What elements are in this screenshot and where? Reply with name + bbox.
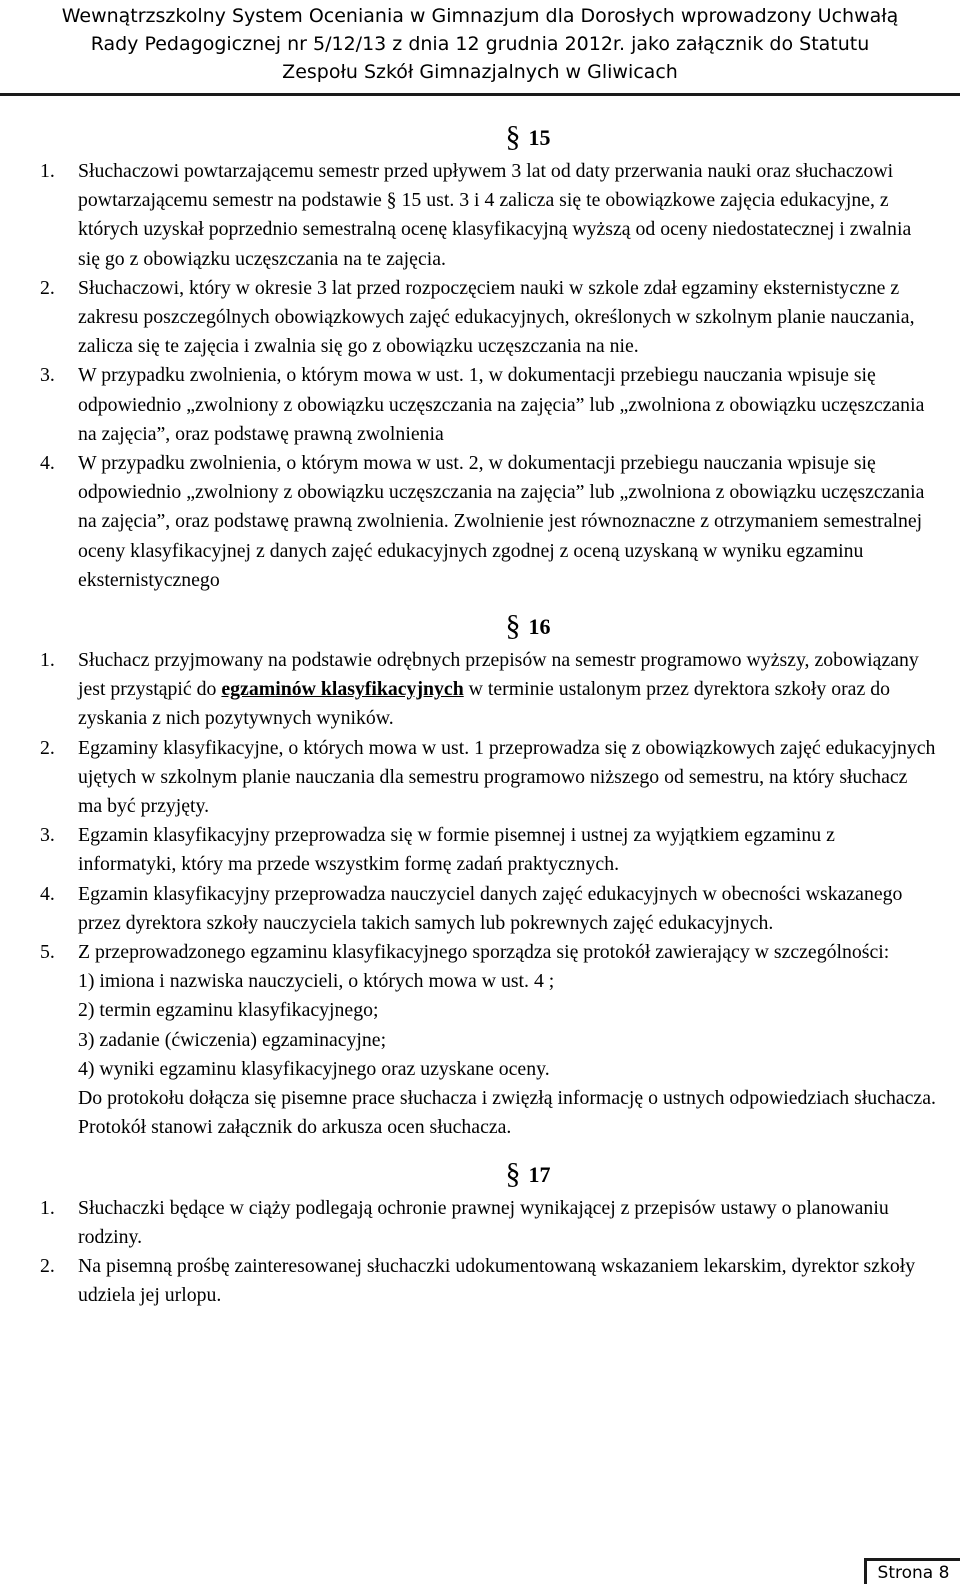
list-item — [40, 157, 936, 274]
section-symbol: § — [505, 609, 521, 643]
list-item — [40, 938, 936, 1142]
sub-item: 4) wyniki egzaminu klasyfikacyjnego oraz uzyskane oceny. — [78, 1057, 550, 1080]
header-line-2: Rady Pedagogicznej nr 5/12/13 z dnia 12 grudnia 2012r. jako załącznik do Statutu — [90, 33, 870, 55]
item-text: Słuchaczki będące w ciąży podlegają ochronie prawnej wynikającej z przepisów ustawy o planowaniu rodziny. — [78, 1196, 889, 1248]
list-item — [40, 1194, 936, 1252]
header-line-1: Wewnątrzszkolny System Oceniania w Gimnazjum dla Dorosłych wprowadzony Uchwałą — [61, 5, 899, 27]
item-text: Z przeprowadzonego egzaminu klasyfikacyjnego sporządza się protokół zawierający w szczególności: — [78, 941, 890, 964]
item-text: Egzamin klasyfikacyjny przeprowadza się w formie pisemnej i ustnej za wyjątkiem egzaminu z informatyki, który ma przede wszystkim formę zadań praktycznych. — [78, 824, 835, 876]
item-text-after: w terminie ustalonym przez dyrektora szkoły oraz do zyskania z nich pozytywnych wyników. — [78, 678, 890, 730]
item-text — [78, 646, 936, 734]
page-number-footer — [864, 1558, 960, 1584]
item-text: Egzaminy klasyfikacyjne, o których mowa w ust. 1 przeprowadza się z obowiązkowych zajęć edukacyjnych ujętych w szkolnym planie nauczania dla semestru programowo niższego od semestru, na który słuchacz ma być przyjęty. — [78, 736, 936, 818]
item-text-before: Słuchacz przyjmowany na podstawie odrębnych przepisów na semestr programowo wyższy, zobowiązany jest przystąpić do — [78, 649, 919, 701]
item-number: 5. — [40, 941, 55, 964]
section-number: 16 — [528, 614, 551, 640]
sub-item: 1) imiona i nazwiska nauczycieli, o których mowa w ust. 4 ; — [78, 970, 555, 993]
list-item — [40, 734, 936, 822]
exam-link[interactable]: egzaminów klasyfikacyjnych — [221, 678, 464, 701]
list-item — [40, 821, 936, 879]
item-number: 2. — [40, 736, 55, 759]
item-text: W przypadku zwolnienia, o którym mowa w ust. 2, w dokumentacji przebiegu nauczania wpisuje się odpowiednio „zwolniony z obowiązku uczęszczania na zajęcia” lub „zwolniona z obowiązku uczęszczania na zajęcia”, oraz podstawę prawną zwolnienia. Zwolnienie jest równoznaczne z otrzymaniem semestralnej oceny klasyfikacyjnej z danych zajęć edukacyjnych zgodnej z oceną uzyskaną w wyniku egzaminu eksternistycznego — [78, 452, 925, 591]
item-number: 1. — [40, 649, 55, 672]
section-heading-17 — [40, 1156, 936, 1190]
item-text: Słuchaczowi powtarzającemu semestr przed upływem 3 lat od daty przerwania nauki oraz słuchaczowi powtarzającemu semestr na podstawie § 15 ust. 3 i 4 zalicza się te obowiązkowe zajęcia edukacyjne, z których uzyskał poprzednio semestralną ocenę klasyfikacyjną wyższą od oceny niedostatecznej i zwalnia się go z obowiązku uczęszczania na te zajęcia. — [78, 160, 912, 270]
section-number: 15 — [528, 125, 551, 150]
section-heading-15 — [40, 122, 936, 153]
list-item — [40, 274, 936, 362]
sub-item: 3) zadanie (ćwiczenia) egzaminacyjne; — [78, 1028, 387, 1051]
list-item — [40, 880, 936, 938]
list-item — [40, 449, 936, 595]
section-symbol: § — [505, 1156, 521, 1190]
page-header — [0, 0, 960, 96]
item-number: 3. — [40, 364, 55, 387]
section-symbol: § — [505, 120, 521, 153]
item-text: W przypadku zwolnienia, o którym mowa w ust. 1, w dokumentacji przebiegu nauczania wpisuje się odpowiednio „zwolniony z obowiązku uczęszczania na zajęcia” lub „zwolniona z obowiązku uczęszczania na zajęcia”, oraz podstawę prawną zwolnienia — [78, 364, 925, 445]
item-number: 2. — [40, 1254, 55, 1277]
item-number: 4. — [40, 882, 55, 905]
list-item — [40, 1252, 936, 1310]
item-number: 2. — [40, 276, 55, 299]
document-body — [40, 96, 936, 1310]
list-item — [40, 361, 936, 449]
item-number: 1. — [40, 160, 55, 182]
sub-item: 2) termin egzaminu klasyfikacyjnego; — [78, 999, 379, 1022]
item-number: 1. — [40, 1196, 55, 1219]
item-number: 4. — [40, 452, 55, 475]
page-label: Strona 8 — [877, 1563, 950, 1583]
item-text: Na pisemną prośbę zainteresowanej słuchaczki udokumentowaną wskazaniem lekarskim, dyrektor szkoły udziela jej urlopu. — [78, 1254, 916, 1307]
section-number: 17 — [528, 1161, 551, 1187]
header-line-3: Zespołu Szkół Gimnazjalnych w Gliwicach — [282, 61, 678, 83]
item-closing-text: Do protokołu dołącza się pisemne prace słuchacza i zwięzłą informację o ustnych odpowiedziach słuchacza. Protokół stanowi załącznik do arkusza ocen słuchacza. — [78, 1087, 936, 1139]
item-number: 3. — [40, 824, 55, 847]
section-heading-16 — [40, 611, 936, 642]
list-item — [40, 646, 936, 734]
item-text: Egzamin klasyfikacyjny przeprowadza nauczyciel danych zajęć edukacyjnych w obecności wskazanego przez dyrektora szkoły nauczyciela takich samych lub pokrewnych zajęć edukacyjnych. — [78, 882, 903, 934]
item-text: Słuchaczowi, który w okresie 3 lat przed rozpoczęciem nauki w szkole zdał egzaminy eksternistyczne z zakresu poszczególnych obowiązkowych zajęć edukacyjnych, określonych w szkolnym planie nauczania, zalicza się te zajęcia i zwalnia się go z obowiązku uczęszczania na nie. — [78, 276, 915, 358]
